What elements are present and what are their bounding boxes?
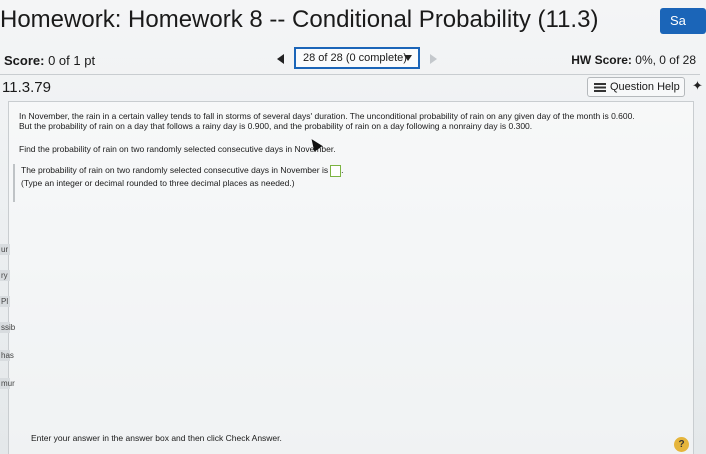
answer-suffix: . — [341, 165, 344, 175]
page-title: Homework: Homework 8 -- Conditional Probability (11.3) — [0, 6, 599, 33]
problem-statement — [19, 111, 685, 131]
statement-line: In November, the rain in a certain valley tends to fall in storms of several days' duration. The unconditional probability of rain on any given day of the month is 0.600. — [19, 111, 635, 121]
answer-input[interactable] — [330, 165, 344, 177]
question-panel — [8, 101, 694, 454]
side-tab[interactable]: ssib — [1, 323, 16, 332]
answer-hint: (Type an integer or decimal rounded to three decimal places as needed.) — [21, 177, 295, 188]
problem-id: 11.3.79 — [2, 79, 51, 96]
save-button[interactable]: Sa — [660, 8, 706, 34]
side-tab[interactable]: ry — [0, 270, 10, 281]
side-tab[interactable]: ur — [1, 245, 9, 254]
question-navigation-value: 28 of 28 (0 complete) — [303, 52, 407, 64]
answer-area — [13, 164, 693, 202]
hw-score-value: 0%, 0 of 28 — [635, 53, 696, 67]
side-tab[interactable]: mur — [1, 379, 15, 388]
hw-score-label: HW Score: — [571, 53, 632, 67]
side-tab[interactable]: Pl — [1, 297, 9, 306]
answer-line — [21, 164, 693, 177]
list-icon — [594, 83, 606, 92]
pin-icon[interactable]: ✦ — [692, 78, 703, 93]
task-text: Find the probability of rain on two randomly selected consecutive days in November. — [19, 144, 336, 154]
score-label: Score: — [4, 53, 45, 68]
question-help-label: Question Help — [610, 81, 680, 93]
score-bar — [0, 44, 700, 75]
title-bar — [0, 0, 700, 44]
question-help-button[interactable] — [587, 77, 685, 97]
instruction-text: Enter your answer in the answer box and then click Check Answer. — [31, 433, 282, 443]
answer-prompt: The probability of rain on two randomly selected consecutive days in November is — [21, 165, 329, 175]
chevron-down-icon — [404, 55, 412, 61]
statement-line: But the probability of rain on a day that follows a rainy day is 0.900, and the probability of rain on a day following a nonrainy day is 0.300. — [19, 121, 533, 131]
side-tab[interactable]: has — [1, 351, 14, 360]
next-question-button[interactable] — [430, 54, 437, 64]
problem-header — [0, 75, 703, 99]
previous-question-button[interactable] — [277, 54, 284, 64]
question-navigation-select[interactable] — [294, 47, 420, 69]
hw-score-display — [571, 53, 696, 67]
score-value: 0 of 1 pt — [48, 53, 96, 68]
help-icon[interactable]: ? — [674, 437, 689, 452]
score-display — [4, 53, 95, 68]
